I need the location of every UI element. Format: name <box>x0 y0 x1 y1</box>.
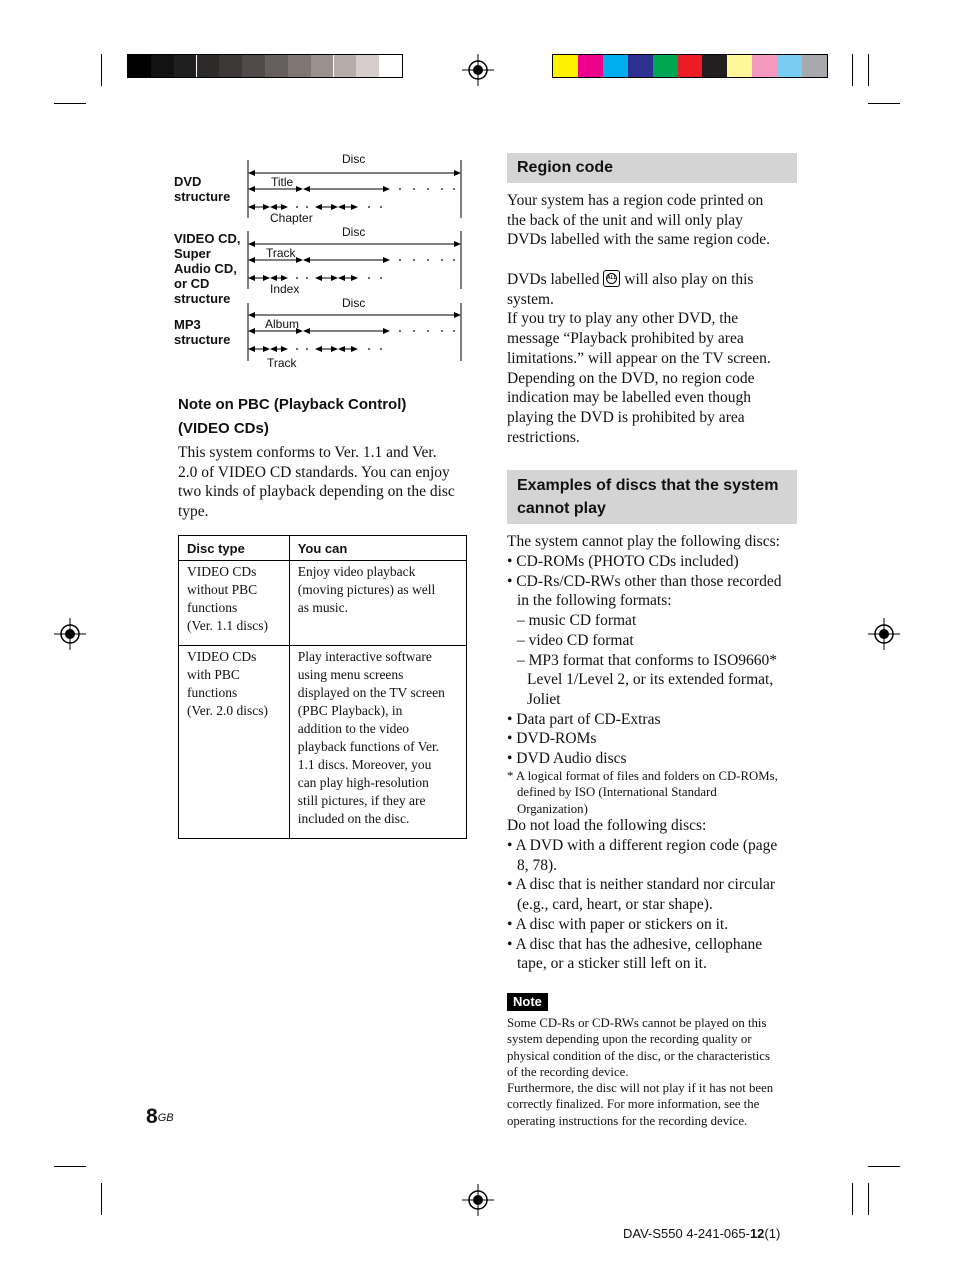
examples-intro: The system cannot play the following discs: <box>507 533 780 550</box>
list-item: • CD-Rs/CD-RWs other than those recorded <box>507 572 782 590</box>
color-swatch <box>777 55 802 77</box>
gray-swatch <box>356 55 379 77</box>
gray-swatch <box>219 55 242 77</box>
list-item: tape, or a sticker still left on it. <box>517 955 707 973</box>
color-swatch <box>727 55 752 77</box>
color-swatch <box>802 55 827 77</box>
table-row <box>179 646 467 839</box>
list-item: – MP3 format that conforms to ISO9660* <box>517 651 778 669</box>
table-row <box>179 561 467 646</box>
grayscale-calibration-bar <box>127 54 403 78</box>
color-swatch <box>553 55 578 77</box>
color-swatch <box>752 55 777 77</box>
registration-mark-left-icon <box>54 618 86 650</box>
list-item: 8, 78). <box>517 856 558 874</box>
examples-heading: Examples of discs that the system cannot play <box>507 470 797 524</box>
vcd-track-label: Track <box>266 246 296 260</box>
gray-swatch <box>379 55 402 77</box>
footer-code: DAV-S550 4-241-065-12(1) <box>623 1226 781 1241</box>
structure-arrows <box>244 152 468 370</box>
gray-swatch <box>242 55 265 77</box>
iso-footnote: * A logical format of files and folders on CD-ROMs, defined by ISO (International Standard Organization) <box>507 769 778 816</box>
mp3-album-label: Album <box>265 317 300 331</box>
note-badge: Note <box>507 993 548 1011</box>
gray-swatch <box>265 55 288 77</box>
note-text: Some CD-Rs or CD-RWs cannot be played on this system depending upon the recording quality or physical condition of the disc, or the characteristics of the recording device. Furthermore, the disc will not play if it has not been correctly finalized. For more information, see the operating instructions for the recording device. <box>507 1016 774 1128</box>
pbc-heading: Note on PBC (Playback Control) (VIDEO CDs) <box>178 396 407 437</box>
list-item: • A DVD with a different region code (page <box>507 837 778 854</box>
registration-mark-bottom-icon <box>462 1184 494 1216</box>
registration-mark-top-icon <box>462 54 494 86</box>
list-item: Level 1/Level 2, or its extended format, <box>527 671 774 689</box>
mp3-structure-label: MP3 structure <box>174 317 231 347</box>
gray-swatch <box>311 55 334 77</box>
vcd-disc-label: Disc <box>342 225 366 239</box>
table-cell-you-can: Play interactive software using menu screens displayed on the TV screen (PBC Playback), in addition to the video playback functions of Ver. 1.1 discs. Moreover, you can play high-resolution still pictures, if they are included on the disc. <box>289 646 466 839</box>
table-cell-you-can: Enjoy video playback (moving pictures) as well as music. <box>289 561 466 646</box>
region-para-2: DVDs labelled ALL will also play on this system. If you try to play any other DVD, the message “Playback prohibited by area limitations.” will appear on the TV screen. Depending on the DVD, no region code indication may be labelled even though playing the DVD is prohibited by area restrictions. <box>507 271 771 446</box>
pbc-body: This system conforms to Ver. 1.1 and Ver. 2.0 of VIDEO CD standards. You can enjoy two kinds of playback depending on the disc type. <box>178 444 455 521</box>
list-item: (e.g., card, heart, or star shape). <box>517 896 713 914</box>
region-para-1: Your system has a region code printed on the back of the unit and will only play DVDs labelled with the same region code. <box>507 192 770 249</box>
color-swatch <box>702 55 727 77</box>
table-cell-disc-type: VIDEO CDs without PBC functions (Ver. 1.1 discs) <box>179 561 290 646</box>
vcd-index-label: Index <box>270 282 300 296</box>
color-swatch <box>653 55 678 77</box>
page-number: $8^{GB}$ <box>146 1105 174 1128</box>
list-item: – music CD format <box>517 612 637 630</box>
region-code-heading: Region code <box>507 153 797 183</box>
table-header-disc-type: Disc type <box>179 536 290 561</box>
mp3-disc-label: Disc <box>342 296 366 310</box>
list-item: • CD-ROMs (PHOTO CDs included) <box>507 553 739 570</box>
registration-mark-right-icon <box>868 618 900 650</box>
gray-swatch <box>197 55 220 77</box>
color-calibration-bar <box>552 54 828 78</box>
list-item: Joliet <box>527 690 561 708</box>
mp3-track-label: Track <box>267 356 297 370</box>
disc-type-table <box>178 535 467 839</box>
table-header-you-can: You can <box>289 536 466 561</box>
color-swatch <box>628 55 653 77</box>
gray-swatch <box>151 55 174 77</box>
list-item: • DVD-ROMs <box>507 730 597 748</box>
color-swatch <box>678 55 703 77</box>
list-item: – video CD format <box>517 631 634 649</box>
list-item: • Data part of CD-Extras <box>507 710 661 728</box>
color-swatch <box>603 55 628 77</box>
vcd-structure-label: VIDEO CD, Super Audio CD, or CD structure <box>174 231 241 306</box>
dvd-disc-label: Disc <box>342 152 366 166</box>
donot-intro: Do not load the following discs: <box>507 817 707 834</box>
gray-swatch <box>128 55 151 77</box>
gray-swatch <box>288 55 311 77</box>
table-header-row <box>179 536 467 561</box>
dvd-title-label: Title <box>271 175 294 189</box>
dvd-structure-label: DVD structure <box>174 174 231 204</box>
region-all-icon: ALL <box>603 270 620 287</box>
gray-swatch <box>174 55 197 77</box>
table-cell-disc-type: VIDEO CDs with PBC functions (Ver. 2.0 discs) <box>179 646 290 839</box>
examples-list <box>507 552 781 769</box>
color-swatch <box>578 55 603 77</box>
list-item: • A disc that has the adhesive, cellophane <box>507 935 763 953</box>
list-item: • A disc that is neither standard nor circular <box>507 876 775 894</box>
donot-list <box>507 836 777 974</box>
list-item: • DVD Audio discs <box>507 750 627 768</box>
gray-swatch <box>334 55 357 77</box>
list-item: in the following formats: <box>517 592 672 610</box>
list-item: • A disc with paper or stickers on it. <box>507 915 729 933</box>
dvd-chapter-label: Chapter <box>270 211 313 225</box>
